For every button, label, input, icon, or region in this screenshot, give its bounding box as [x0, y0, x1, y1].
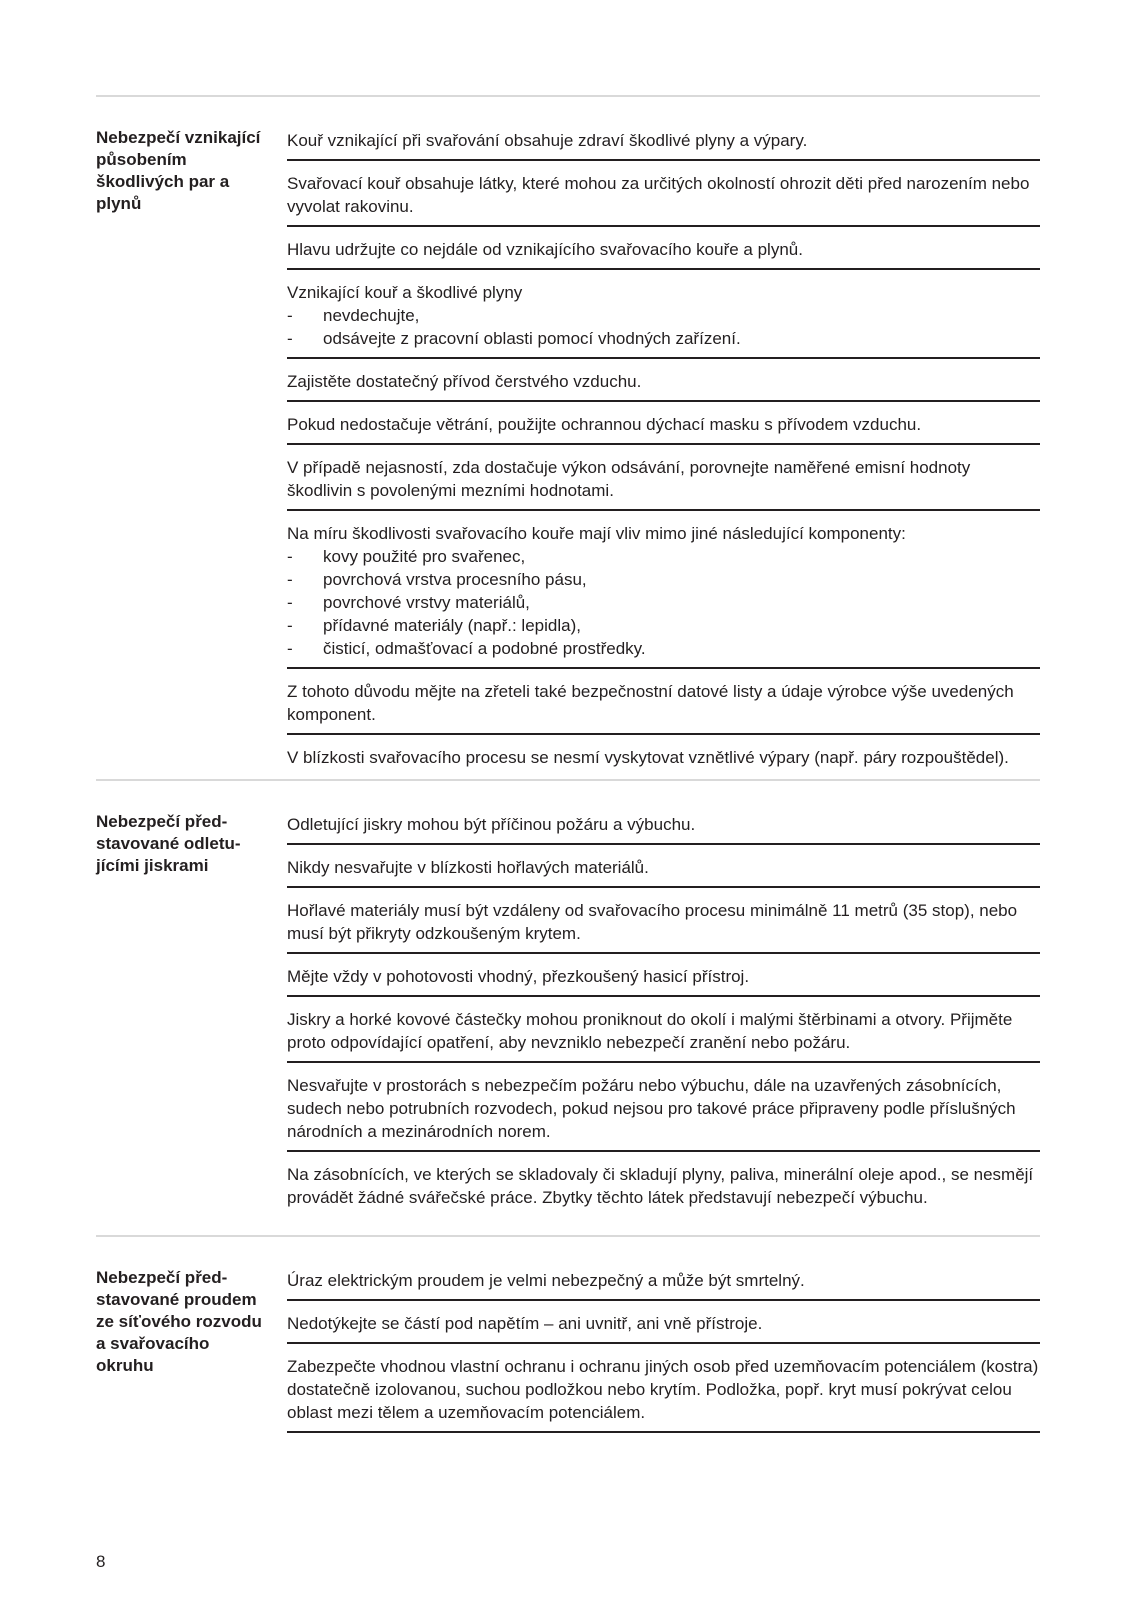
list-item: [287, 304, 1040, 327]
dash-bullet: -: [287, 593, 293, 612]
paragraph: [287, 743, 1040, 776]
paragraph: [287, 1309, 1040, 1344]
list-item: [287, 637, 1040, 660]
paragraph-text: Svařovací kouř obsahuje látky, které mohou za určitých okolností ohrozit děti před narozením nebo vyvolat rakovinu.: [287, 174, 1030, 216]
paragraph-text: Nesvařujte v prostorách s nebezpečím požáru nebo výbuchu, dále na uzavřených zásobnících, sudech nebo potrubních rozvodech, pokud nejsou pro takové práce připraveny podle příslušných národních a mezinárodních norem.: [287, 1076, 1016, 1141]
paragraph: [287, 126, 1040, 161]
dash-bullet: -: [287, 329, 293, 348]
list-item-text: přídavné materiály (např.: lepidla),: [323, 616, 581, 635]
paragraph: [287, 853, 1040, 888]
dash-bullet: -: [287, 616, 293, 635]
paragraph-text: V blízkosti svařovacího procesu se nesmí vyskytovat vznětlivé výpary (např. páry rozpouštědel).: [287, 748, 1009, 767]
section-divider: [96, 95, 1040, 97]
list-item: [287, 591, 1040, 614]
paragraph-text: Z tohoto důvodu mějte na zřeteli také bezpečnostní datové listy a údaje výrobce výše uvedených komponent.: [287, 682, 1014, 724]
paragraph: [287, 169, 1040, 227]
paragraph: [287, 962, 1040, 997]
section-divider: [96, 1235, 1040, 1237]
section-heading-fumes: Nebezpečí vznikající působením škodlivých par a plynů: [96, 128, 261, 213]
list-item: [287, 545, 1040, 568]
list-item-text: kovy použité pro svařenec,: [323, 547, 526, 566]
list-item: [287, 327, 1040, 350]
paragraph: [287, 235, 1040, 270]
paragraph: [287, 1266, 1040, 1301]
paragraph-text: Jiskry a horké kovové částečky mohou proniknout do okolí i malými štěrbinami a otvory. Přijměte proto odpovídající opatření, aby nevzniklo nebezpečí zranění nebo požáru.: [287, 1010, 1013, 1052]
paragraph-text: Zajistěte dostatečný přívod čerstvého vzduchu.: [287, 372, 642, 391]
paragraph: [287, 519, 1040, 669]
dash-bullet: -: [287, 570, 293, 589]
paragraph-text: Nikdy nesvařujte v blízkosti hořlavých materiálů.: [287, 858, 649, 877]
paragraph-text: V případě nejasností, zda dostačuje výkon odsávání, porovnejte naměřené emisní hodnoty škodlivin s povolenými mezními hodnotami.: [287, 458, 971, 500]
list-item-text: povrchové vrstvy materiálů,: [323, 593, 530, 612]
paragraph-text: Vznikající kouř a škodlivé plyny: [287, 283, 523, 302]
paragraph-text: Pokud nedostačuje větrání, použijte ochrannou dýchací masku s přívodem vzduchu.: [287, 415, 922, 434]
paragraph-text: Hořlavé materiály musí být vzdáleny od svařovacího procesu minimálně 11 metrů (35 stop), nebo musí být přikryty odzkoušeným krytem.: [287, 901, 1018, 943]
list-item-text: odsávejte z pracovní oblasti pomocí vhodných zařízení.: [323, 329, 741, 348]
section-body-sparks: [287, 810, 1040, 1224]
paragraph: [287, 278, 1040, 359]
dash-bullet: -: [287, 547, 293, 566]
paragraph: [287, 1352, 1040, 1433]
section-heading-sparks: Nebezpečí představované odletujícími jiskrami: [96, 812, 241, 875]
paragraph-text: Mějte vždy v pohotovosti vhodný, přezkoušený hasicí přístroj.: [287, 967, 750, 986]
paragraph-text: Na zásobnících, ve kterých se skladovaly či skladují plyny, paliva, minerální oleje apod., se nesmějí provádět žádné svářečské práce. Zbytky těchto látek představují nebezpečí výbuchu.: [287, 1165, 1034, 1207]
paragraph-text: Úraz elektrickým proudem je velmi nebezpečný a může být smrtelný.: [287, 1271, 805, 1290]
paragraph: [287, 1005, 1040, 1063]
paragraph: [287, 896, 1040, 954]
dash-bullet: -: [287, 306, 293, 325]
paragraph: [287, 453, 1040, 511]
paragraph-text: Nedotýkejte se částí pod napětím – ani uvnitř, ani vně přístroje.: [287, 1314, 763, 1333]
paragraph: [287, 677, 1040, 735]
paragraph: [287, 410, 1040, 445]
paragraph-text: Hlavu udržujte co nejdále od vznikajícího svařovacího kouře a plynů.: [287, 240, 803, 259]
page-number: 8: [96, 1552, 106, 1571]
paragraph-text: Odletující jiskry mohou být příčinou požáru a výbuchu.: [287, 815, 696, 834]
section-heading-electric: Nebezpečí představované proudem ze síťového rozvodu a svařovacího okruhu: [96, 1268, 262, 1375]
section-body-fumes: [287, 126, 1040, 784]
paragraph-text: Zabezpečte vhodnou vlastní ochranu i ochranu jiných osob před uzemňovacím potenciálem (kostra) dostatečně izolovanou, suchou podložkou nebo krytím. Podložka, popř. kryt musí pokrývat celou oblast mezi tělem a uzemňovacím potenciálem.: [287, 1357, 1039, 1422]
paragraph: [287, 367, 1040, 402]
list-item-text: nevdechujte,: [323, 306, 420, 325]
paragraph: [287, 810, 1040, 845]
paragraph: [287, 1160, 1040, 1216]
list-item: [287, 568, 1040, 591]
paragraph-text: Kouř vznikající při svařování obsahuje zdraví škodlivé plyny a výpary.: [287, 131, 808, 150]
paragraph: [287, 1071, 1040, 1152]
list-item: [287, 614, 1040, 637]
list-item-text: čisticí, odmašťovací a podobné prostředky.: [323, 639, 646, 658]
paragraph-text: Na míru škodlivosti svařovacího kouře mají vliv mimo jiné následující komponenty:: [287, 524, 906, 543]
section-body-electric: [287, 1266, 1040, 1441]
dash-bullet: -: [287, 639, 293, 658]
list-item-text: povrchová vrstva procesního pásu,: [323, 570, 587, 589]
